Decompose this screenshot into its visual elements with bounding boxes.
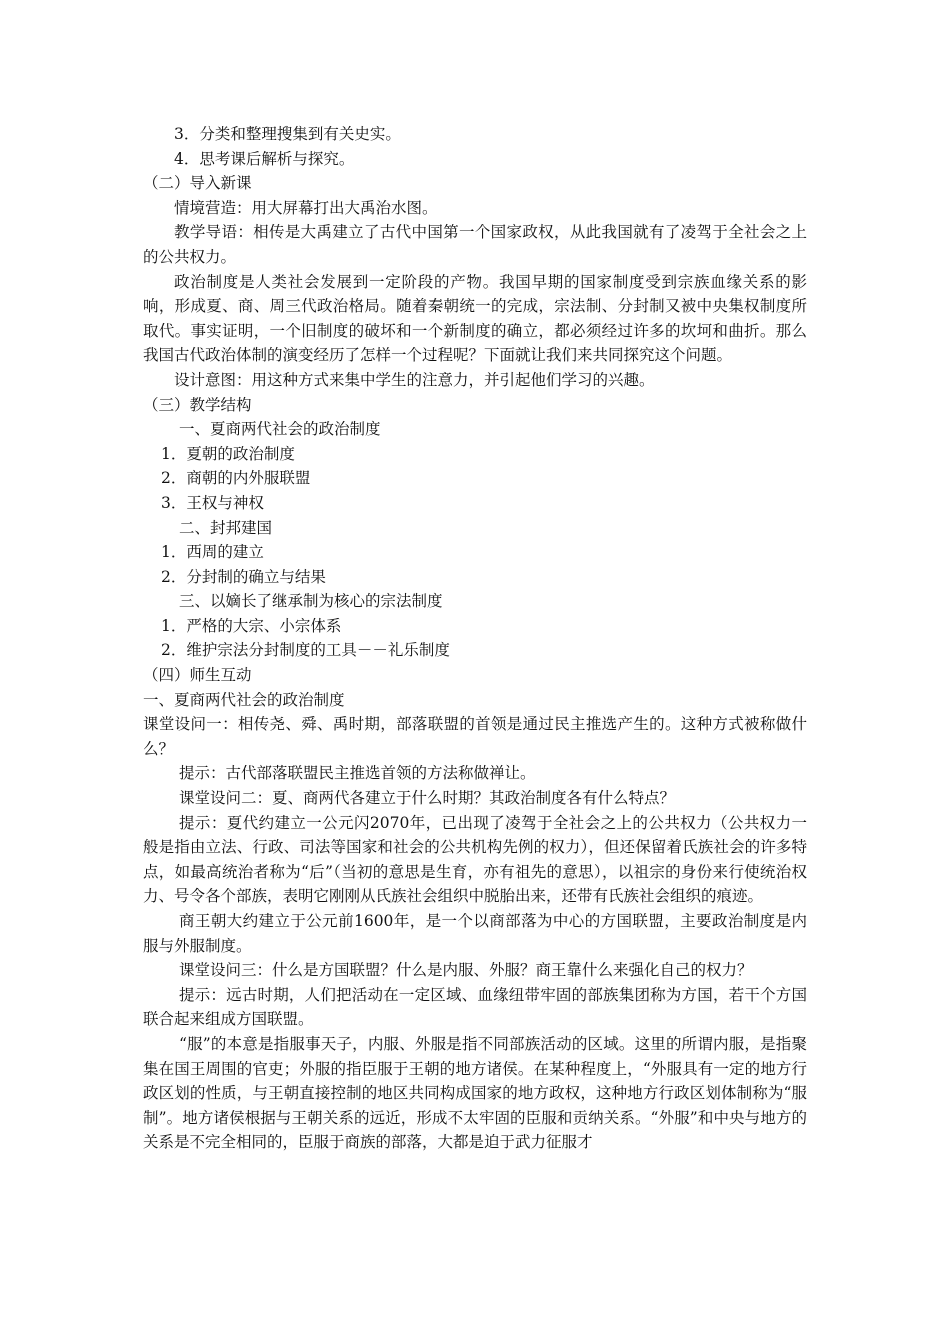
paragraph: 课堂设问三：什么是方国联盟？什么是内服、外服？商王靠什么来强化自己的权力？ [179, 961, 753, 980]
paragraph: 课堂设问二：夏、商两代各建立于什么时期？其政治制度各有什么特点？ [179, 789, 676, 808]
document-page [143, 122, 807, 1155]
paragraph: 3．王权与神权 [161, 493, 264, 512]
paragraph: （三）教学结构 [143, 395, 252, 414]
paragraph: 提示：远古时期，人们把活动在一定区域、血缘纽带牢固的部族集团称为方国，若干个方国联合起来组成方国联盟。 [143, 985, 807, 1029]
paragraph: 一、夏商两代社会的政治制度 [179, 420, 381, 439]
paragraph: 二、封邦建国 [179, 518, 273, 537]
paragraph: 1．严格的大宗、小宗体系 [161, 616, 342, 635]
paragraph: 提示：夏代约建立一公元闪2070年，已出现了凌驾于全社会之上的公共权力（公共权力一般是指由立法、行政、司法等国家和社会的公共机构先例的权力），但还保留着氏族社会的许多特点，如最高统治者称为“后”（当初的意思是生育，亦有祖先的意思），以祖宗的身份来行使统治权力、号令各个部族，表明它刚刚从氏族社会组织中脱胎出来，还带有氏族社会组织的痕迹。 [143, 813, 807, 906]
paragraph: 1．西周的建立 [161, 543, 264, 562]
paragraph: 2．商朝的内外服联盟 [161, 469, 311, 488]
paragraph: 1．夏朝的政治制度 [161, 444, 295, 463]
paragraph: 教学导语：相传是大禹建立了古代中国第一个国家政权，从此我国就有了凌驾于全社会之上的公共权力。 [143, 223, 807, 266]
paragraph: 商王朝大约建立于公元前1600年，是一个以商部落为中心的方国联盟，主要政治制度是内服与外服制度。 [143, 912, 807, 955]
paragraph: 4．思考课后解析与探究。 [174, 149, 355, 168]
paragraph: “服”的本意是指服事天子，内服、外服是指不同部族活动的区域。这里的所谓内服，是指聚集在国王周围的官吏；外服的指臣服于王朝的地方诸侯。在某种程度上，“外服具有一定的地方行政区划的性质，与王朝直接控制的地区共同构成国家的地方政权，这种地方行政区划体制称为“服制”。地方诸侯根据与王朝关系的远近，形成不太牢固的臣服和贡纳关系。“外服”和中央与地方的关系是不完全相同的，臣服于商族的部落，大都是迫于武力征服才 [143, 1034, 807, 1152]
paragraph: 设计意图：用这种方式来集中学生的注意力，并引起他们学习的兴趣。 [174, 370, 655, 389]
paragraph: 情境营造：用大屏幕打出大禹治水图。 [174, 198, 438, 217]
paragraph: 一、夏商两代社会的政治制度 [143, 690, 345, 709]
paragraph: 三、以嫡长了继承制为核心的宗法制度 [179, 592, 443, 611]
paragraph: 政治制度是人类社会发展到一定阶段的产物。我国早期的国家制度受到宗族血缘关系的影响，形成夏、商、周三代政治格局。随着秦朝统一的完成，宗法制、分封制又被中央集权制度所取代。事实证明，一个旧制度的破坏和一个新制度的确立，都必须经过许多的坎坷和曲折。那么我国古代政治体制的演变经历了怎样一个过程呢？下面就让我们来共同探究这个问题。 [143, 272, 807, 365]
paragraph: 2．分封制的确立与结果 [161, 567, 326, 586]
paragraph: 课堂设问一：相传尧、舜、禹时期，部落联盟的首领是通过民主推选产生的。这种方式被称做什么？ [143, 715, 807, 758]
paragraph: 2．维护宗法分封制度的工具－－礼乐制度 [161, 641, 450, 660]
paragraph: 3．分类和整理搜集到有关史实。 [174, 125, 401, 143]
paragraph: （二）导入新课 [143, 174, 252, 193]
paragraph: （四）师生互动 [143, 666, 252, 685]
paragraph: 提示：古代部落联盟民主推选首领的方法称做禅让。 [179, 764, 536, 783]
